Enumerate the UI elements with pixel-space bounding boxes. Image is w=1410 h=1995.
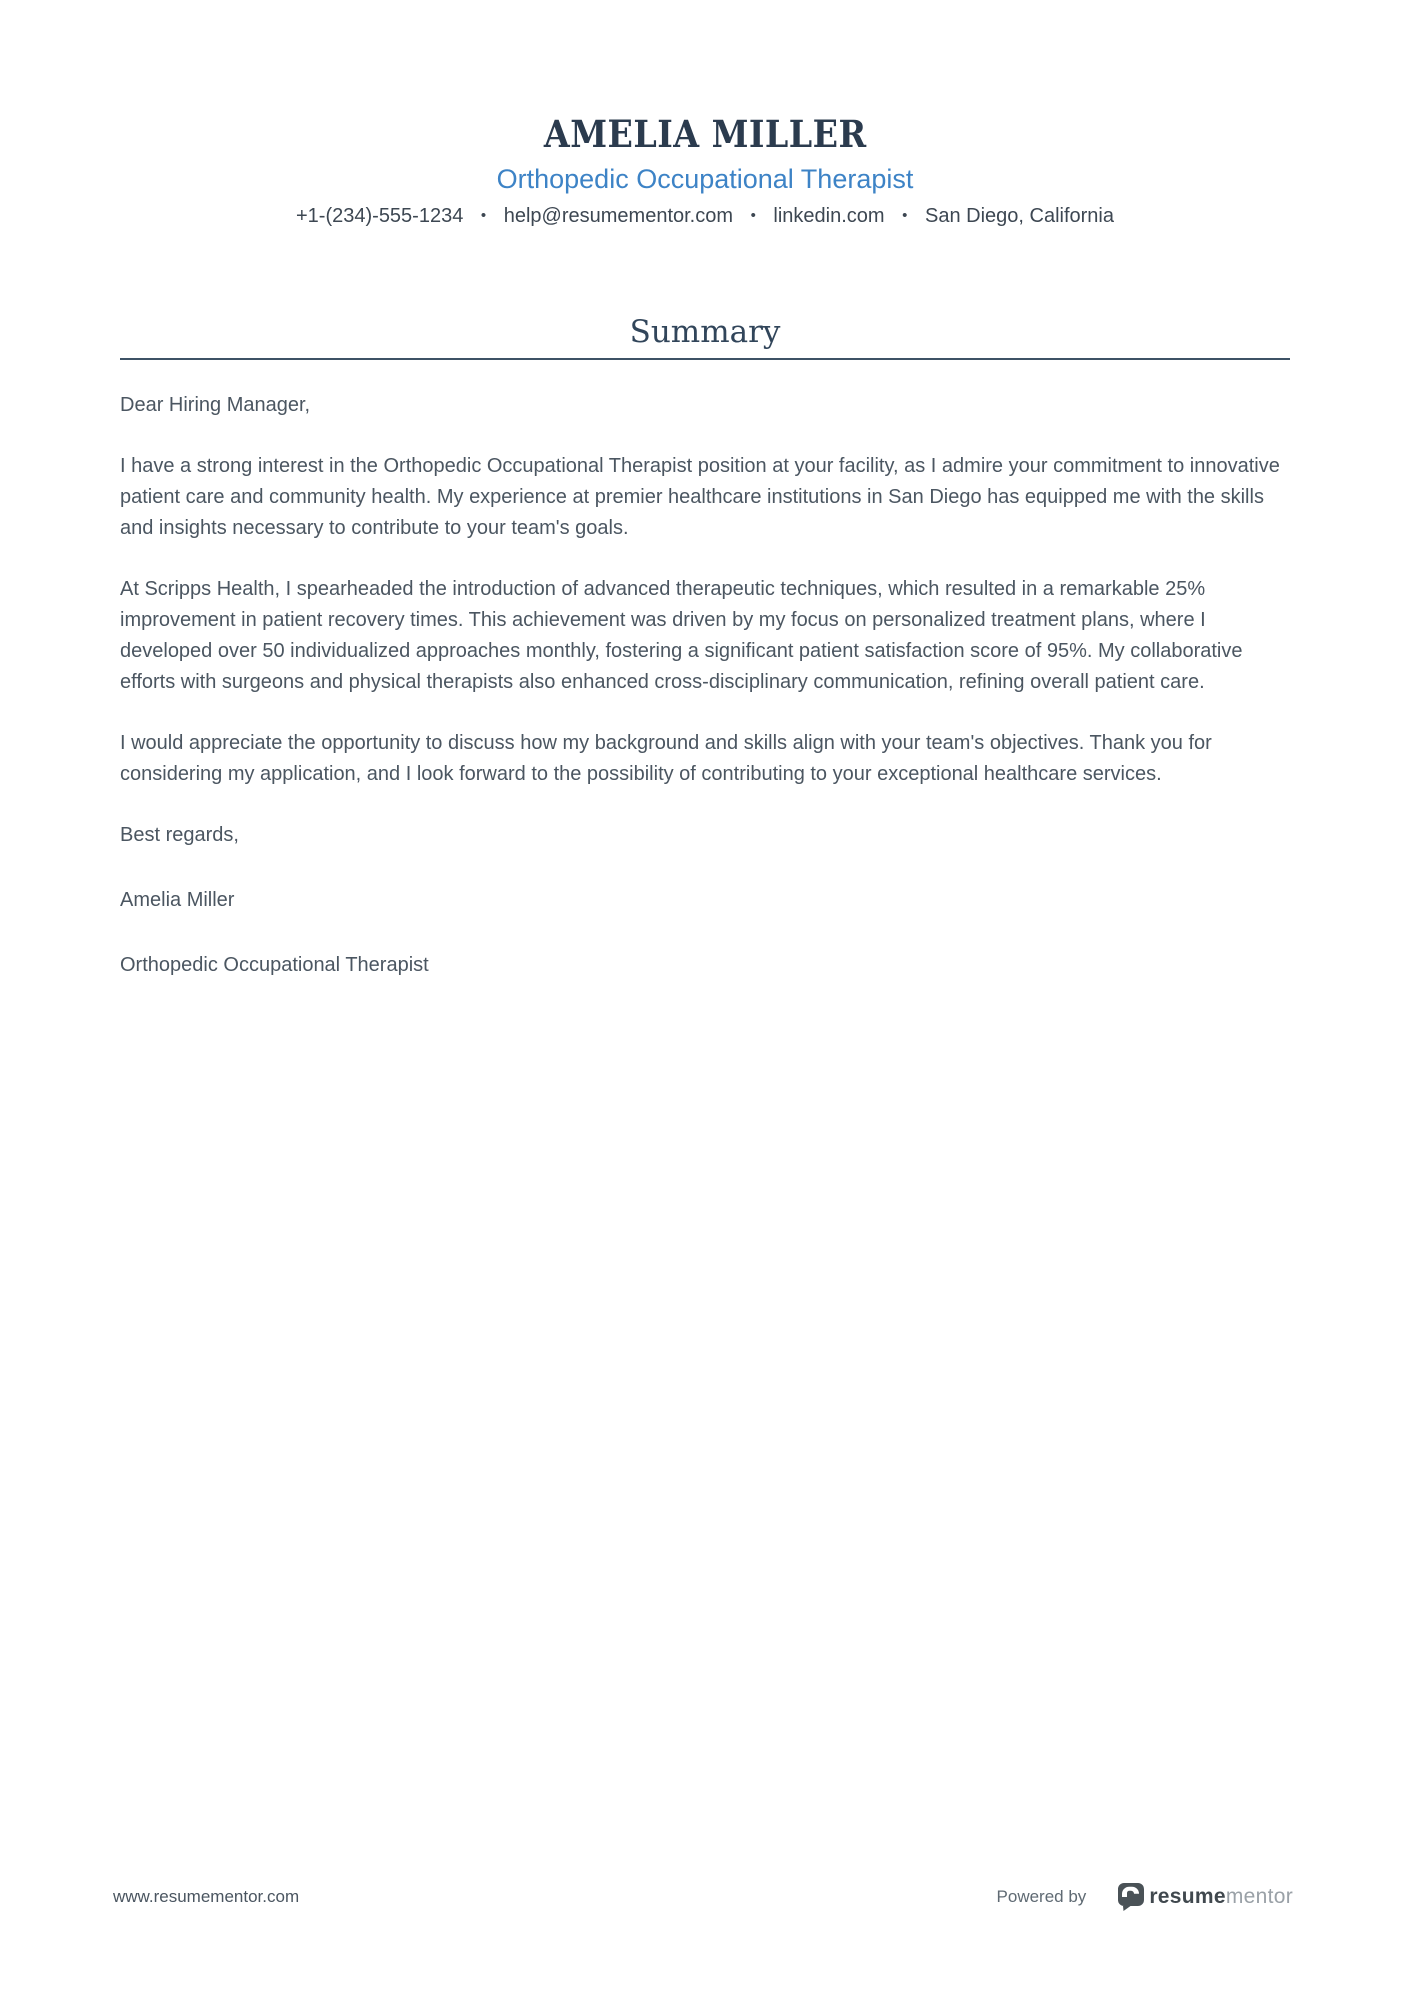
paragraph-1: I have a strong interest in the Orthopedic Occupational Therapist position at your facility, as I admire your commitment to innovative patient care and community health. My experience at premier healthcare institutions in San Diego has equipped me with the skills and insights necessary to contribute to your team's goals. xyxy=(120,455,1280,539)
powered-by-label: Powered by xyxy=(996,1887,1087,1906)
paragraph-2: At Scripps Health, I spearheaded the introduction of advanced therapeutic techniques, which resulted in a remarkable 25% improvement in patient recovery times. This achievement was driven by my focus on personalized treatment plans, where I developed over 50 individualized approaches monthly, fostering a significant patient satisfaction score of 95%. My collaborative efforts with surgeons and physical therapists also enhanced cross-disciplinary communication, refining overall patient care. xyxy=(120,578,1243,693)
paragraph-3: I would appreciate the opportunity to discuss how my background and skills align with your team's objectives. Thank you for considering my application, and I look forward to the possibility of contributing to your exceptional healthcare services. xyxy=(120,732,1212,785)
closing-phrase: Best regards, xyxy=(120,824,239,846)
summary-section-header xyxy=(120,314,1290,360)
bullet-separator-icon: • xyxy=(750,207,756,224)
closing-block xyxy=(120,820,1290,981)
powered-by-block xyxy=(997,1883,1293,1911)
bullet-separator-icon: • xyxy=(902,207,908,224)
bullet-separator-icon: • xyxy=(480,207,487,224)
letter-body xyxy=(120,314,1290,981)
email-address: help@resumementor.com xyxy=(503,205,734,227)
linkedin-text: linkedin.com xyxy=(773,205,885,227)
footer-website: www.resumementor.com xyxy=(113,1887,300,1906)
brand-name-resume: resume xyxy=(1149,1885,1226,1908)
brand-name-mentor: mentor xyxy=(1225,1885,1293,1908)
salutation: Dear Hiring Manager, xyxy=(120,394,311,416)
resumementor-logo xyxy=(1118,1883,1293,1911)
signature-name: Amelia Miller xyxy=(120,889,235,911)
page-footer xyxy=(113,1883,1293,1911)
phone-number: +1-(234)-555-1234 xyxy=(296,205,464,227)
signature-title: Orthopedic Occupational Therapist xyxy=(120,954,429,976)
candidate-job-title: Orthopedic Occupational Therapist xyxy=(496,164,914,194)
location-text: San Diego, California xyxy=(924,205,1114,227)
resumementor-logo-icon xyxy=(1118,1883,1144,1911)
letter-header xyxy=(0,0,1410,228)
summary-section-heading: Summary xyxy=(629,314,781,350)
contact-info-line xyxy=(0,204,1410,228)
candidate-name: AMELIA MILLER xyxy=(543,112,867,156)
